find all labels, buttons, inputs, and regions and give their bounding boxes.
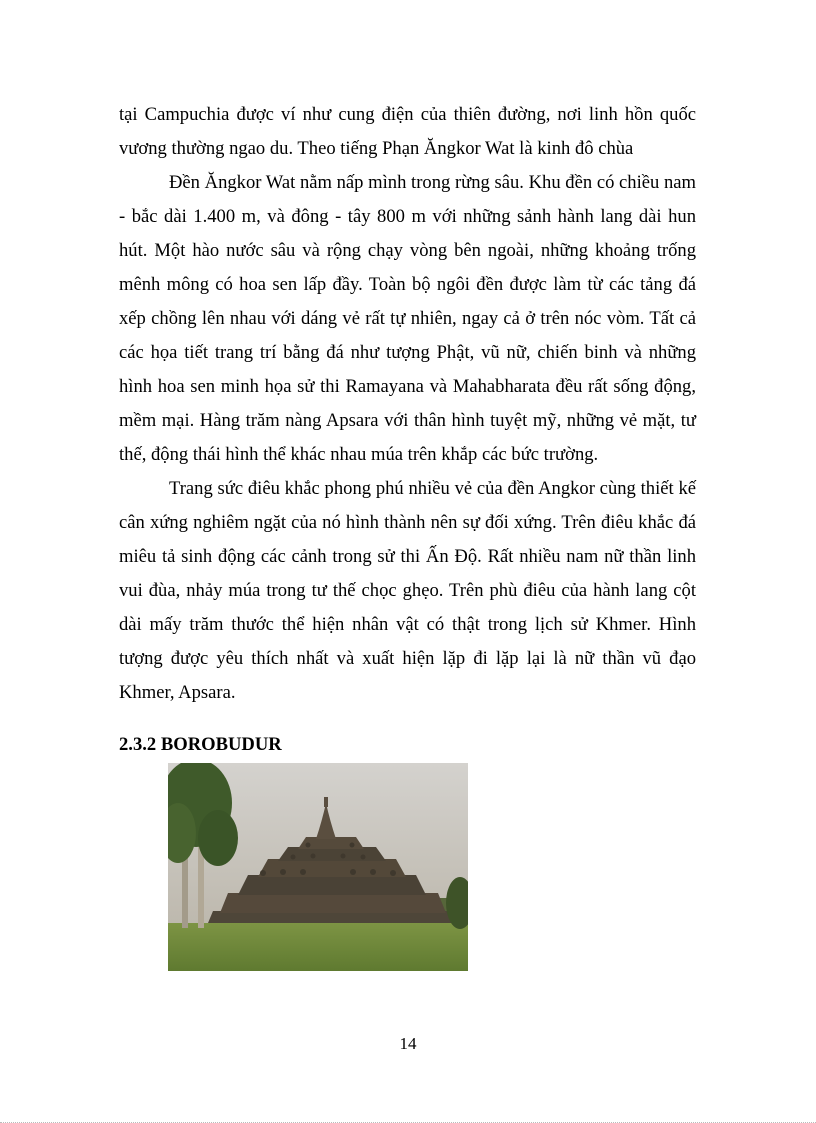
page-number: 14 (399, 1034, 417, 1053)
paragraph-angkor-carving: Trang sức điêu khắc phong phú nhiều vẻ của đền Angkor cùng thiết kế cân xứng nghiêm ngặt của nó hình thành nên sự đối xứng. Trên điêu khắc đá miêu tả sinh động các cảnh trong sử thi Ấn Độ. Rất nhiều nam nữ thần linh vui đùa, nhảy múa trong tư thế chọc ghẹo. Trên phù điêu của hành lang cột dài mấy trăm thước thể hiện nhân vật có thật trong lịch sử Khmer. Hình tượng được yêu thích nhất và xuất hiện lặp đi lặp lại là nữ thần vũ đạo Khmer, Apsara. (119, 478, 696, 703)
paragraph-angkor-description: Đền Ăngkor Wat nằm nấp mình trong rừng sâu. Khu đền có chiều nam - bắc dài 1.400 m, và đông - tây 800 m với những sảnh hành lang dài hun hút. Một hào nước sâu và rộng chạy vòng bên ngoài, những khoảng trống mênh mông có hoa sen lấp đầy. Toàn bộ ngôi đền được làm từ các tảng đá xếp chồng lên nhau với dáng vẻ rất tự nhiên, ngay cả ở trên nóc vòm. Tất cả các họa tiết trang trí bằng đá như tượng Phật, vũ nữ, chiến binh và những hình hoa sen minh họa sử thi Ramayana và Mahabharata đều rất sống động, mềm mại. Hàng trăm nàng Apsara với thân hình tuyệt mỹ, những vẻ mặt, tư thế, động thái hình thể khác nhau múa trên khắp các bức trường. (119, 172, 696, 465)
photo-lawn (168, 923, 468, 971)
body-text (119, 98, 696, 710)
paragraph-continued: tại Campuchia được ví như cung điện của thiên đường, nơi linh hồn quốc vương thường ngao du. Theo tiếng Phạn Ăngkor Wat là kinh đô chùa (119, 104, 696, 159)
borobudur-photo (168, 763, 468, 971)
section-heading: 2.3.2 BOROBUDUR (119, 734, 282, 755)
borobudur-photo-illustration (168, 763, 468, 971)
